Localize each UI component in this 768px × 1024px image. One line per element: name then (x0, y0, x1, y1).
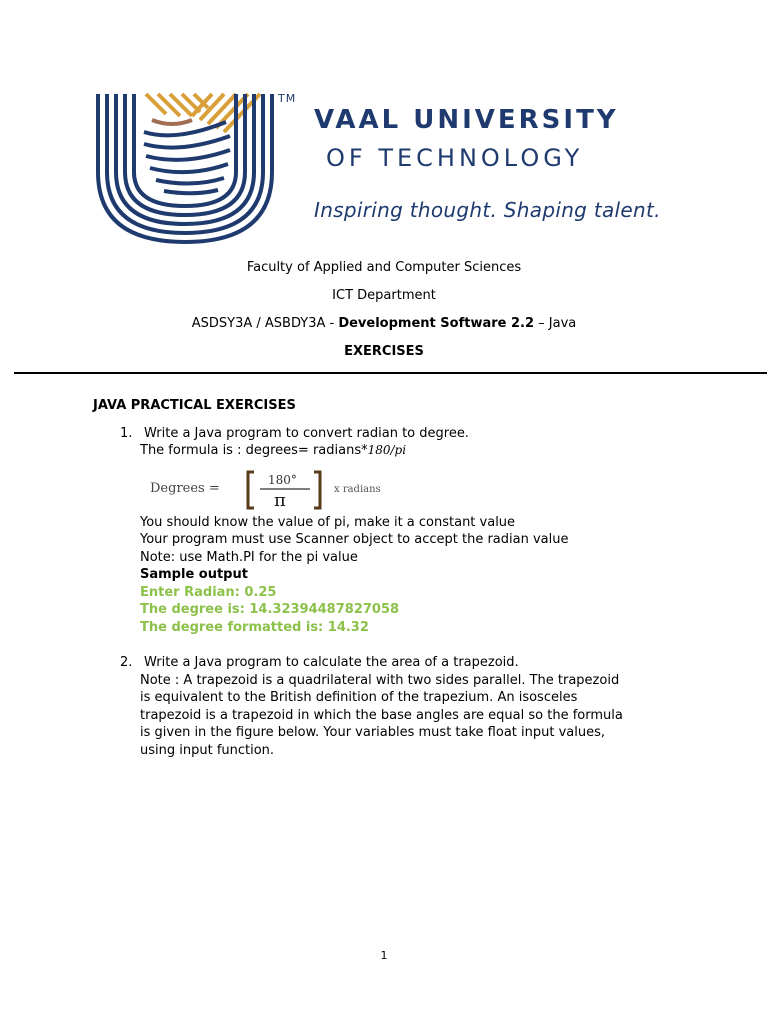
department-name: ICT Department (332, 288, 436, 303)
formula-left-text: Degrees = (150, 481, 220, 496)
exercise-1-note-3: Note: use Math.PI for the pi value (140, 550, 358, 565)
exercise-2-note-line: trapezoid is a trapezoid in which the base angles are equal so the formula (140, 708, 623, 723)
exercise-1-note-2: Your program must use Scanner object to accept the radian value (140, 532, 569, 547)
section-heading: JAVA PRACTICAL EXERCISES (93, 398, 296, 413)
faculty-name: Faculty of Applied and Computer Sciences (246, 260, 522, 275)
degrees-formula-image (150, 468, 412, 510)
university-name: VAAL UNIVERSITY (314, 105, 619, 135)
formula-numerator: 180° (268, 473, 297, 487)
course-language: – Java (534, 316, 577, 331)
sample-output-line: The degree is: 14.32394487827058 (140, 602, 400, 617)
exercise-1-note-1: You should know the value of pi, make it a constant value (140, 515, 516, 530)
course-codes: ASDSY3A / ASBDY3A - (191, 316, 339, 331)
document-title: EXERCISES (344, 344, 424, 359)
sample-output-line: Enter Radian: 0.25 (140, 585, 277, 600)
exercise-1-number: 1. (120, 426, 133, 441)
university-logo-mark (96, 92, 274, 244)
exercise-2-note-line: is equivalent to the British definition of the trapezium. An isosceles (140, 690, 578, 705)
trademark-symbol: TM (278, 92, 297, 105)
exercise-2-note-line: Note : A trapezoid is a quadrilateral with two sides parallel. The trapezoid (140, 673, 620, 688)
exercise-1-question: Write a Java program to convert radian to degree. (144, 426, 469, 441)
header-divider (14, 372, 767, 374)
course-line (0, 316, 768, 331)
page-number: 1 (380, 949, 388, 962)
formula-text-prefix: The formula is : degrees= radians* (140, 443, 368, 458)
exercise-2-question: Write a Java program to calculate the area of a trapezoid. (144, 655, 519, 670)
sample-output-line: The degree formatted is: 14.32 (140, 620, 369, 635)
sample-output-label: Sample output (140, 567, 248, 582)
university-tagline: Inspiring thought. Shaping talent. (314, 198, 661, 222)
university-subtitle: OF TECHNOLOGY (326, 144, 584, 172)
exercise-2-note-line: is given in the figure below. Your variables must take float input values, (140, 725, 606, 740)
formula-right-text: x radians (334, 484, 381, 495)
formula-denominator: π (274, 490, 286, 510)
exercise-2-note-line: using input function. (140, 743, 275, 758)
course-name: Development Software 2.2 (338, 316, 535, 331)
formula-text-suffix: 180/pi (367, 443, 407, 457)
exercise-2-number: 2. (120, 655, 133, 670)
exercise-1-formula-text (140, 442, 406, 459)
